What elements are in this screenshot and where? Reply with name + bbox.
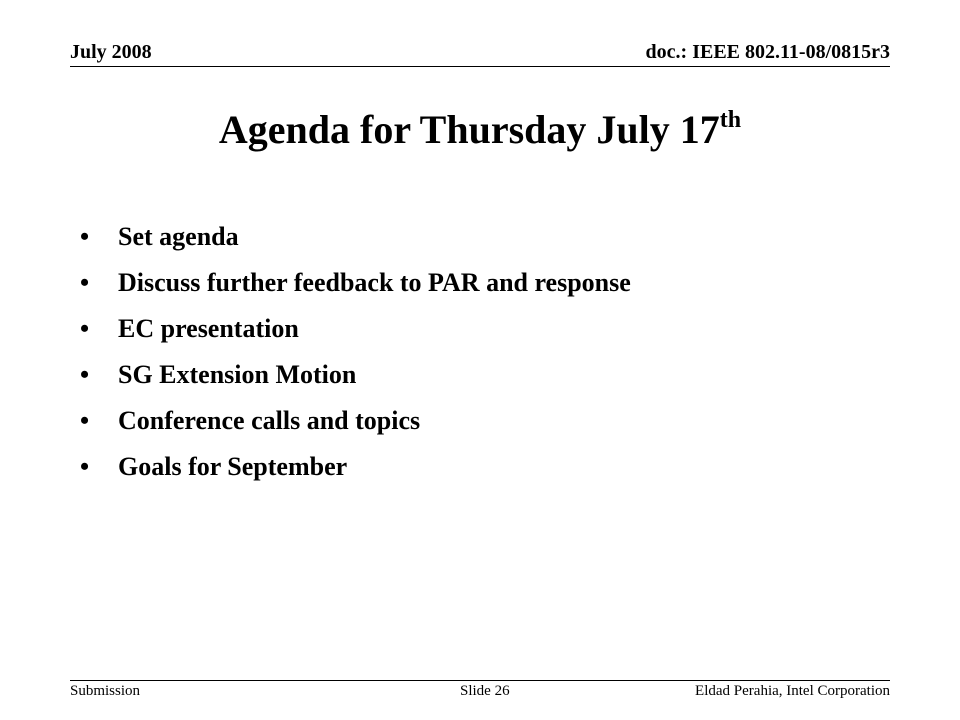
list-item-text: Goals for September [118,452,348,481]
agenda-list [80,214,880,490]
list-item-text: Discuss further feedback to PAR and response [118,268,631,297]
slide-title [0,104,960,156]
footer-author: Eldad Perahia, Intel Corporation [695,683,890,699]
footer-divider [70,680,890,681]
slide-title-text: Agenda for Thursday July 17 [218,107,720,152]
footer-slide-number: Slide 26 [460,683,510,699]
list-item [80,214,880,260]
bullet-icon: • [80,268,90,297]
list-item-text: Set agenda [118,222,239,251]
bullet-icon: • [80,222,90,251]
bullet-icon: • [80,406,90,435]
header-doc-id: doc.: IEEE 802.11-08/0815r3 [645,41,890,63]
list-item [80,444,880,490]
list-item-text: SG Extension Motion [118,360,357,389]
slide-title-superscript: th [719,107,742,133]
list-item [80,398,880,444]
header-date: July 2008 [70,41,152,63]
bullet-icon: • [80,452,90,481]
header-divider [70,66,890,67]
list-item [80,352,880,398]
list-item [80,306,880,352]
bullet-icon: • [80,360,90,389]
bullet-icon: • [80,314,90,343]
list-item [80,260,880,306]
list-item-text: EC presentation [118,314,299,343]
footer-submission: Submission [70,683,141,699]
list-item-text: Conference calls and topics [118,406,421,435]
